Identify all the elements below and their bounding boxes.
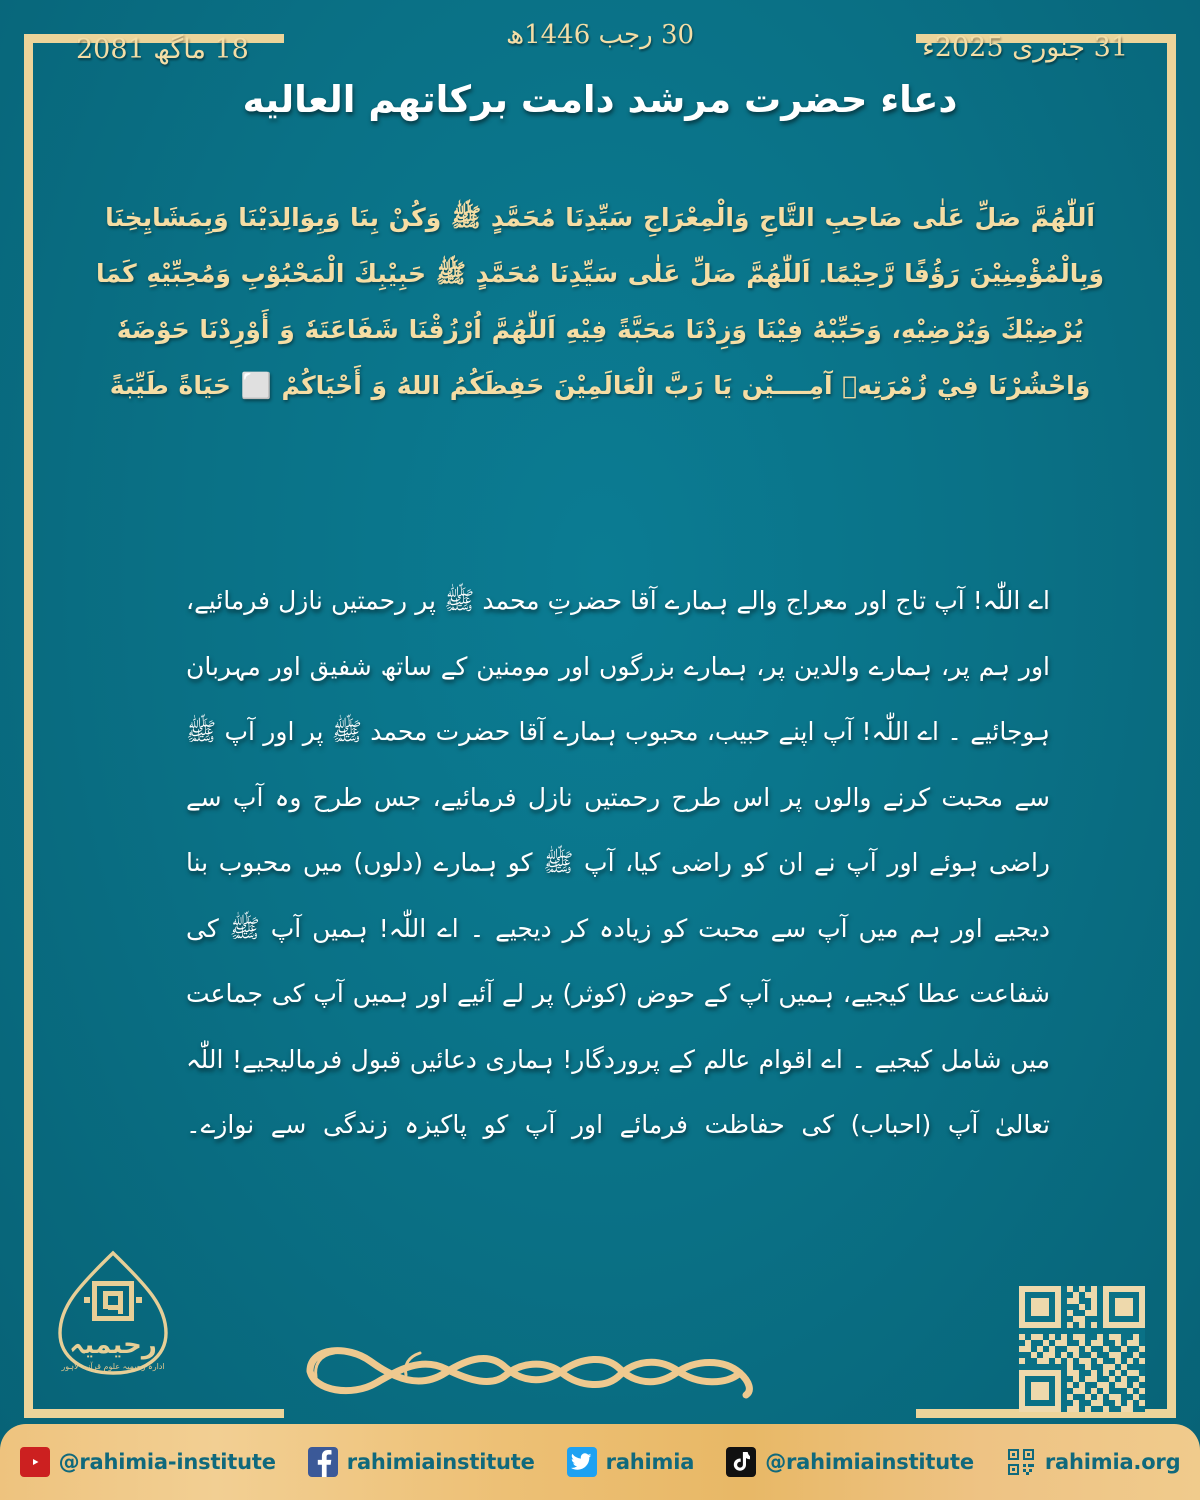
rahimia-logo [48,1245,178,1395]
frame-bottom-left [24,1409,284,1418]
arabic-dua-text [70,190,1130,414]
tiktok-icon [726,1447,756,1477]
qr-code-icon [1006,1447,1036,1477]
frame-left [24,34,33,1418]
arabic-line-4: وَاحْشُرْنَا فِيْ زُمْرَتِهٖ آمِــــيْن يَا رَبَّ الْعَالَمِيْنَ حَفِظَكُمُ اللهُ وَ أَحْيَاكُمْ ⬜ حَيَاةً طَيِّبَةً [109,371,1091,400]
website-handle: rahimia.org [1044,1450,1181,1474]
date-bikrami: 18 ماگھ 2081 [76,34,249,65]
facebook-handle: rahimiainstitute [346,1450,535,1474]
urdu-translation-text: اے اللّٰہ! آپ تاج اور معراج والے ہمارے آقا حضرتِ محمد ﷺ پر رحمتیں نازل فرمائیے، اور ہم پر، ہمارے والدین پر، ہمارے بزرگوں اور مومنین کے ساتھ شفیق اور مہربان ہوجائیے ۔ اے اللّٰہ! آپ اپنے حبیب، محبوب ہمارے آقا حضرت محمد ﷺ پر اور آپ ﷺ سے محبت کرنے والوں پر اس طرح رحمتیں نازل فرمائیے، جس طرح وہ آپ سے راضی ہوئے اور آپ نے ان کو راضی کیا، آپ ﷺ کو ہمارے (دلوں) میں محبوب بنا دیجیے اور ہم میں آپ سے محبت کو زیادہ کر دیجیے ۔ اے اللّٰہ! ہمیں آپ ﷺ کی شفاعت عطا کیجیے، ہمیں آپ کے حوض (کوثر) پر لے آئیے اور ہمیں آپ کی جماعت میں شامل کیجیے ۔ اے اقوام عالم کے پروردگار! ہماری دعائیں قبول فرمالیجیے! اللّٰہ تعالیٰ آپ (احباب) کی حفاظت فرمائے اور آپ کو پاکیزہ زندگی سے نوازے۔ [186,586,1050,1139]
social-link-website[interactable] [1006,1447,1181,1477]
social-link-twitter[interactable] [567,1447,695,1477]
date-hijri: 30 رجب 1446ھ [505,20,695,50]
date-gregorian: 31 جنوری 2025ء [922,32,1128,63]
footer-social-bar [0,1424,1200,1500]
youtube-icon [20,1447,50,1477]
logo-name-calligraphy: رحیمیہ [69,1330,157,1360]
frame-right [1167,34,1176,1418]
poster-header [0,0,1200,150]
arabic-line-3: يُرْضِيْكَ وَيُرْضِيْهِ، وَحَبِّبْهُ فِيْنَا وَزِدْنَا مَحَبَّةً فِيْهِ اَللّٰهُمَّ اُرْزُقْنَا شَفَاعَتَهٗ وَ أَوْرِدْنَا حَوْضَهٗ [116,315,1084,344]
twitter-handle: rahimia [605,1450,695,1474]
logo-caption-text: ادارہ رحیمیہ علومِ قرآنیہ لاہور [61,1362,165,1371]
qr-code[interactable] [1019,1286,1145,1412]
social-link-tiktok[interactable] [726,1447,974,1477]
page-title: دعاء حضرت مرشد دامت بركاتهم العالیه [242,78,958,121]
arabic-line-1: اَللّٰهُمَّ صَلِّ عَلٰى صَاحِبِ التَّاجِ وَالْمِعْرَاجِ سَیِّدِنَا مُحَمَّدٍ ﷺ وَكُنْ بِنَا وَبِوَالِدَيْنَا وَبِمَشَايِخِنَا [105,203,1095,232]
facebook-icon [308,1447,338,1477]
youtube-handle: @rahimia-institute [58,1450,276,1474]
arabic-line-2: وَبِالْمُؤْمِنِيْنَ رَؤُفًا رَّحِيْمًا۔ اَللّٰهُمَّ صَلِّ عَلٰى سَیِّدِنَا مُحَمَّدٍ ﷺ حَبِيْبِكَ الْمَحْبُوْبِ وَمُحِبِّيْهِ كَمَا [95,259,1105,288]
tiktok-handle: @rahimiainstitute [765,1450,974,1474]
twitter-icon [567,1447,597,1477]
decorative-flourish [300,1325,760,1405]
social-link-youtube[interactable] [20,1447,276,1477]
social-link-facebook[interactable] [308,1447,535,1477]
